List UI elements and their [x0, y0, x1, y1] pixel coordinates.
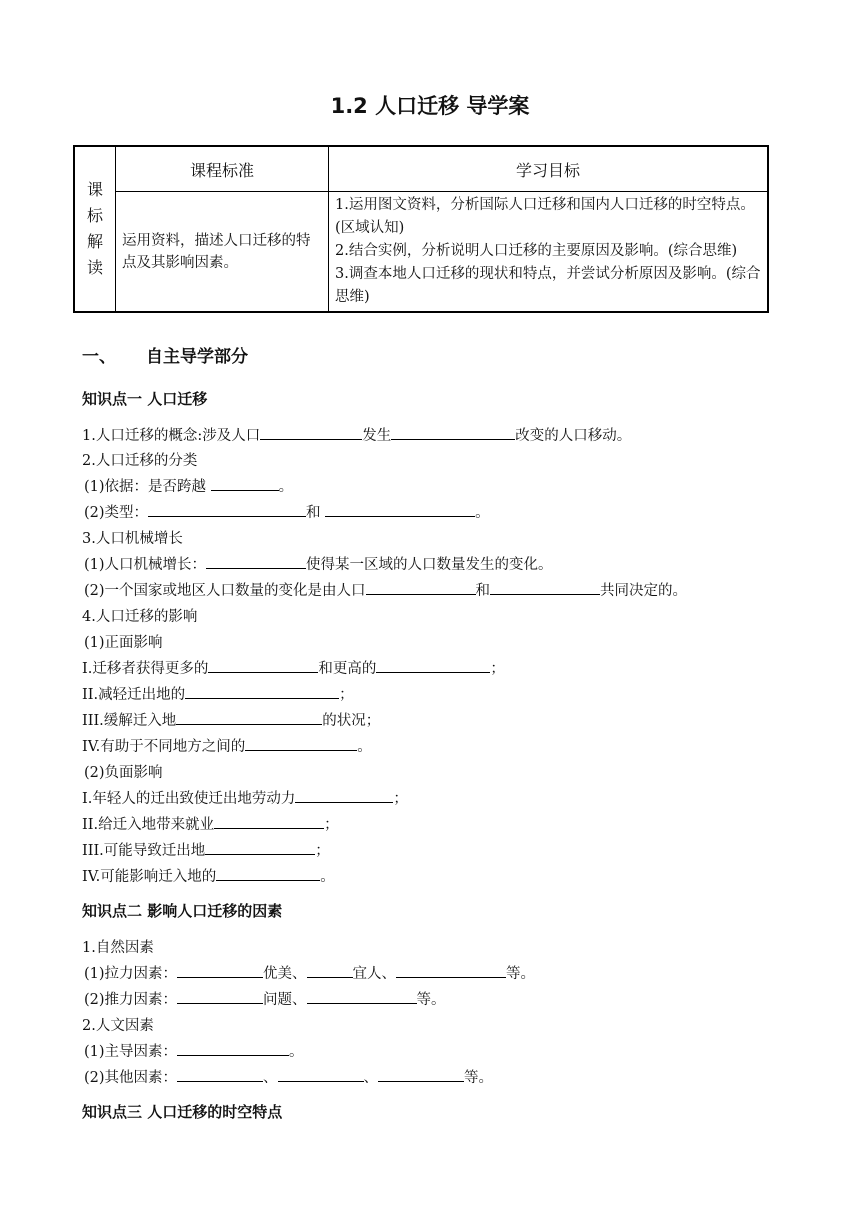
- section-heading: [82, 342, 248, 367]
- kp1-line: 2.人口迁移的分类: [82, 453, 198, 469]
- blank[interactable]: [177, 1067, 263, 1082]
- kp1-title: 知识点一 人口迁移: [82, 390, 208, 408]
- blank[interactable]: [206, 554, 306, 569]
- blank[interactable]: [185, 684, 339, 699]
- kp2-line: (2)推力因素： 问题、 等。: [84, 988, 446, 1009]
- blank[interactable]: [208, 658, 318, 673]
- kp1-line: 3.人口机械增长: [82, 531, 183, 547]
- blank[interactable]: [205, 840, 315, 855]
- blank[interactable]: [490, 580, 600, 595]
- blank[interactable]: [177, 1041, 289, 1056]
- section-number: 一、: [82, 347, 116, 367]
- blank[interactable]: [396, 963, 506, 978]
- blank[interactable]: [307, 963, 353, 978]
- kp1-line: II.给迁入地带来就业 ；: [82, 813, 339, 834]
- kp1-line: I.迁移者获得更多的 和更高的 ；: [82, 657, 505, 678]
- curriculum-table: [73, 145, 769, 313]
- blank[interactable]: [376, 658, 490, 673]
- kp1-line: III.缓解迁入地 的状况；: [82, 709, 380, 730]
- kp1-line: (1)人口机械增长： 使得某一区域的人口数量发生的变化。: [84, 553, 553, 574]
- standard-cell: 运用资料，描述人口迁移的特点及其影响因素。: [116, 192, 329, 313]
- blank[interactable]: [260, 425, 362, 440]
- goal-item: 3.调查本地人口迁移的现状和特点，并尝试分析原因及影响。(综合思维): [335, 266, 761, 305]
- blank[interactable]: [176, 710, 322, 725]
- goals-cell: [329, 192, 769, 313]
- kp1-line: (2)一个国家或地区人口数量的变化是由人口 和 共同决定的。: [84, 579, 687, 600]
- goal-item: 1.运用图文资料，分析国际人口迁移和国内人口迁移的时空特点。(区域认知): [335, 197, 755, 236]
- blank[interactable]: [307, 989, 417, 1004]
- blank[interactable]: [177, 963, 263, 978]
- blank[interactable]: [378, 1067, 464, 1082]
- blank[interactable]: [325, 502, 475, 517]
- blank[interactable]: [211, 476, 279, 491]
- blank[interactable]: [245, 736, 357, 751]
- col-header-goals: 学习目标: [329, 146, 769, 192]
- kp2-line: (1)主导因素： 。: [84, 1040, 304, 1061]
- kp2-line: (2)其他因素： 、 、 等。: [84, 1066, 493, 1087]
- col-header-standard: 课程标准: [116, 146, 329, 192]
- kp1-line: I.年轻人的迁出致使迁出地劳动力 ；: [82, 787, 408, 808]
- kp3-title: 知识点三 人口迁移的时空特点: [82, 1103, 283, 1121]
- kp1-line: (2)类型： 和 。: [84, 501, 490, 522]
- kp2-line: 2.人文因素: [82, 1018, 154, 1034]
- kp1-line: 1.人口迁移的概念:涉及人口 发生 改变的人口移动。: [82, 424, 631, 445]
- blank[interactable]: [148, 502, 306, 517]
- kp1-line: 4.人口迁移的影响: [82, 609, 198, 625]
- kp1-line: IV.可能影响迁入地的 。: [82, 865, 335, 886]
- goal-item: 2.结合实例，分析说明人口迁移的主要原因及影响。(综合思维): [335, 243, 738, 259]
- kp1-line: (1)正面影响: [84, 635, 163, 651]
- side-label-char: 标: [86, 206, 103, 225]
- kp1-line: (2)负面影响: [84, 765, 163, 781]
- kp1-line: (1)依据：是否跨越 。: [84, 475, 293, 496]
- kp2-line: 1.自然因素: [82, 940, 154, 956]
- kp1-line: IV.有助于不同地方之间的 。: [82, 735, 372, 756]
- blank[interactable]: [214, 814, 324, 829]
- kp1-line: II.减轻迁出地的 ；: [82, 683, 354, 704]
- section-label: 自主导学部分: [146, 347, 248, 367]
- kp2-line: (1)拉力因素： 优美、 宜人、 等。: [84, 962, 535, 983]
- kp1-line: III.可能导致迁出地 ；: [82, 839, 330, 860]
- side-label-cell: [74, 146, 116, 312]
- side-label-char: 解: [86, 232, 103, 251]
- kp2-title: 知识点二 影响人口迁移的因素: [82, 902, 283, 920]
- side-label-char: 课: [86, 180, 103, 199]
- blank[interactable]: [391, 425, 515, 440]
- blank[interactable]: [177, 989, 263, 1004]
- side-label-char: 读: [86, 258, 103, 277]
- blank[interactable]: [295, 788, 393, 803]
- page-title: 1.2 人口迁移 导学案: [330, 94, 530, 118]
- blank[interactable]: [216, 866, 320, 881]
- blank[interactable]: [278, 1067, 364, 1082]
- blank[interactable]: [366, 580, 476, 595]
